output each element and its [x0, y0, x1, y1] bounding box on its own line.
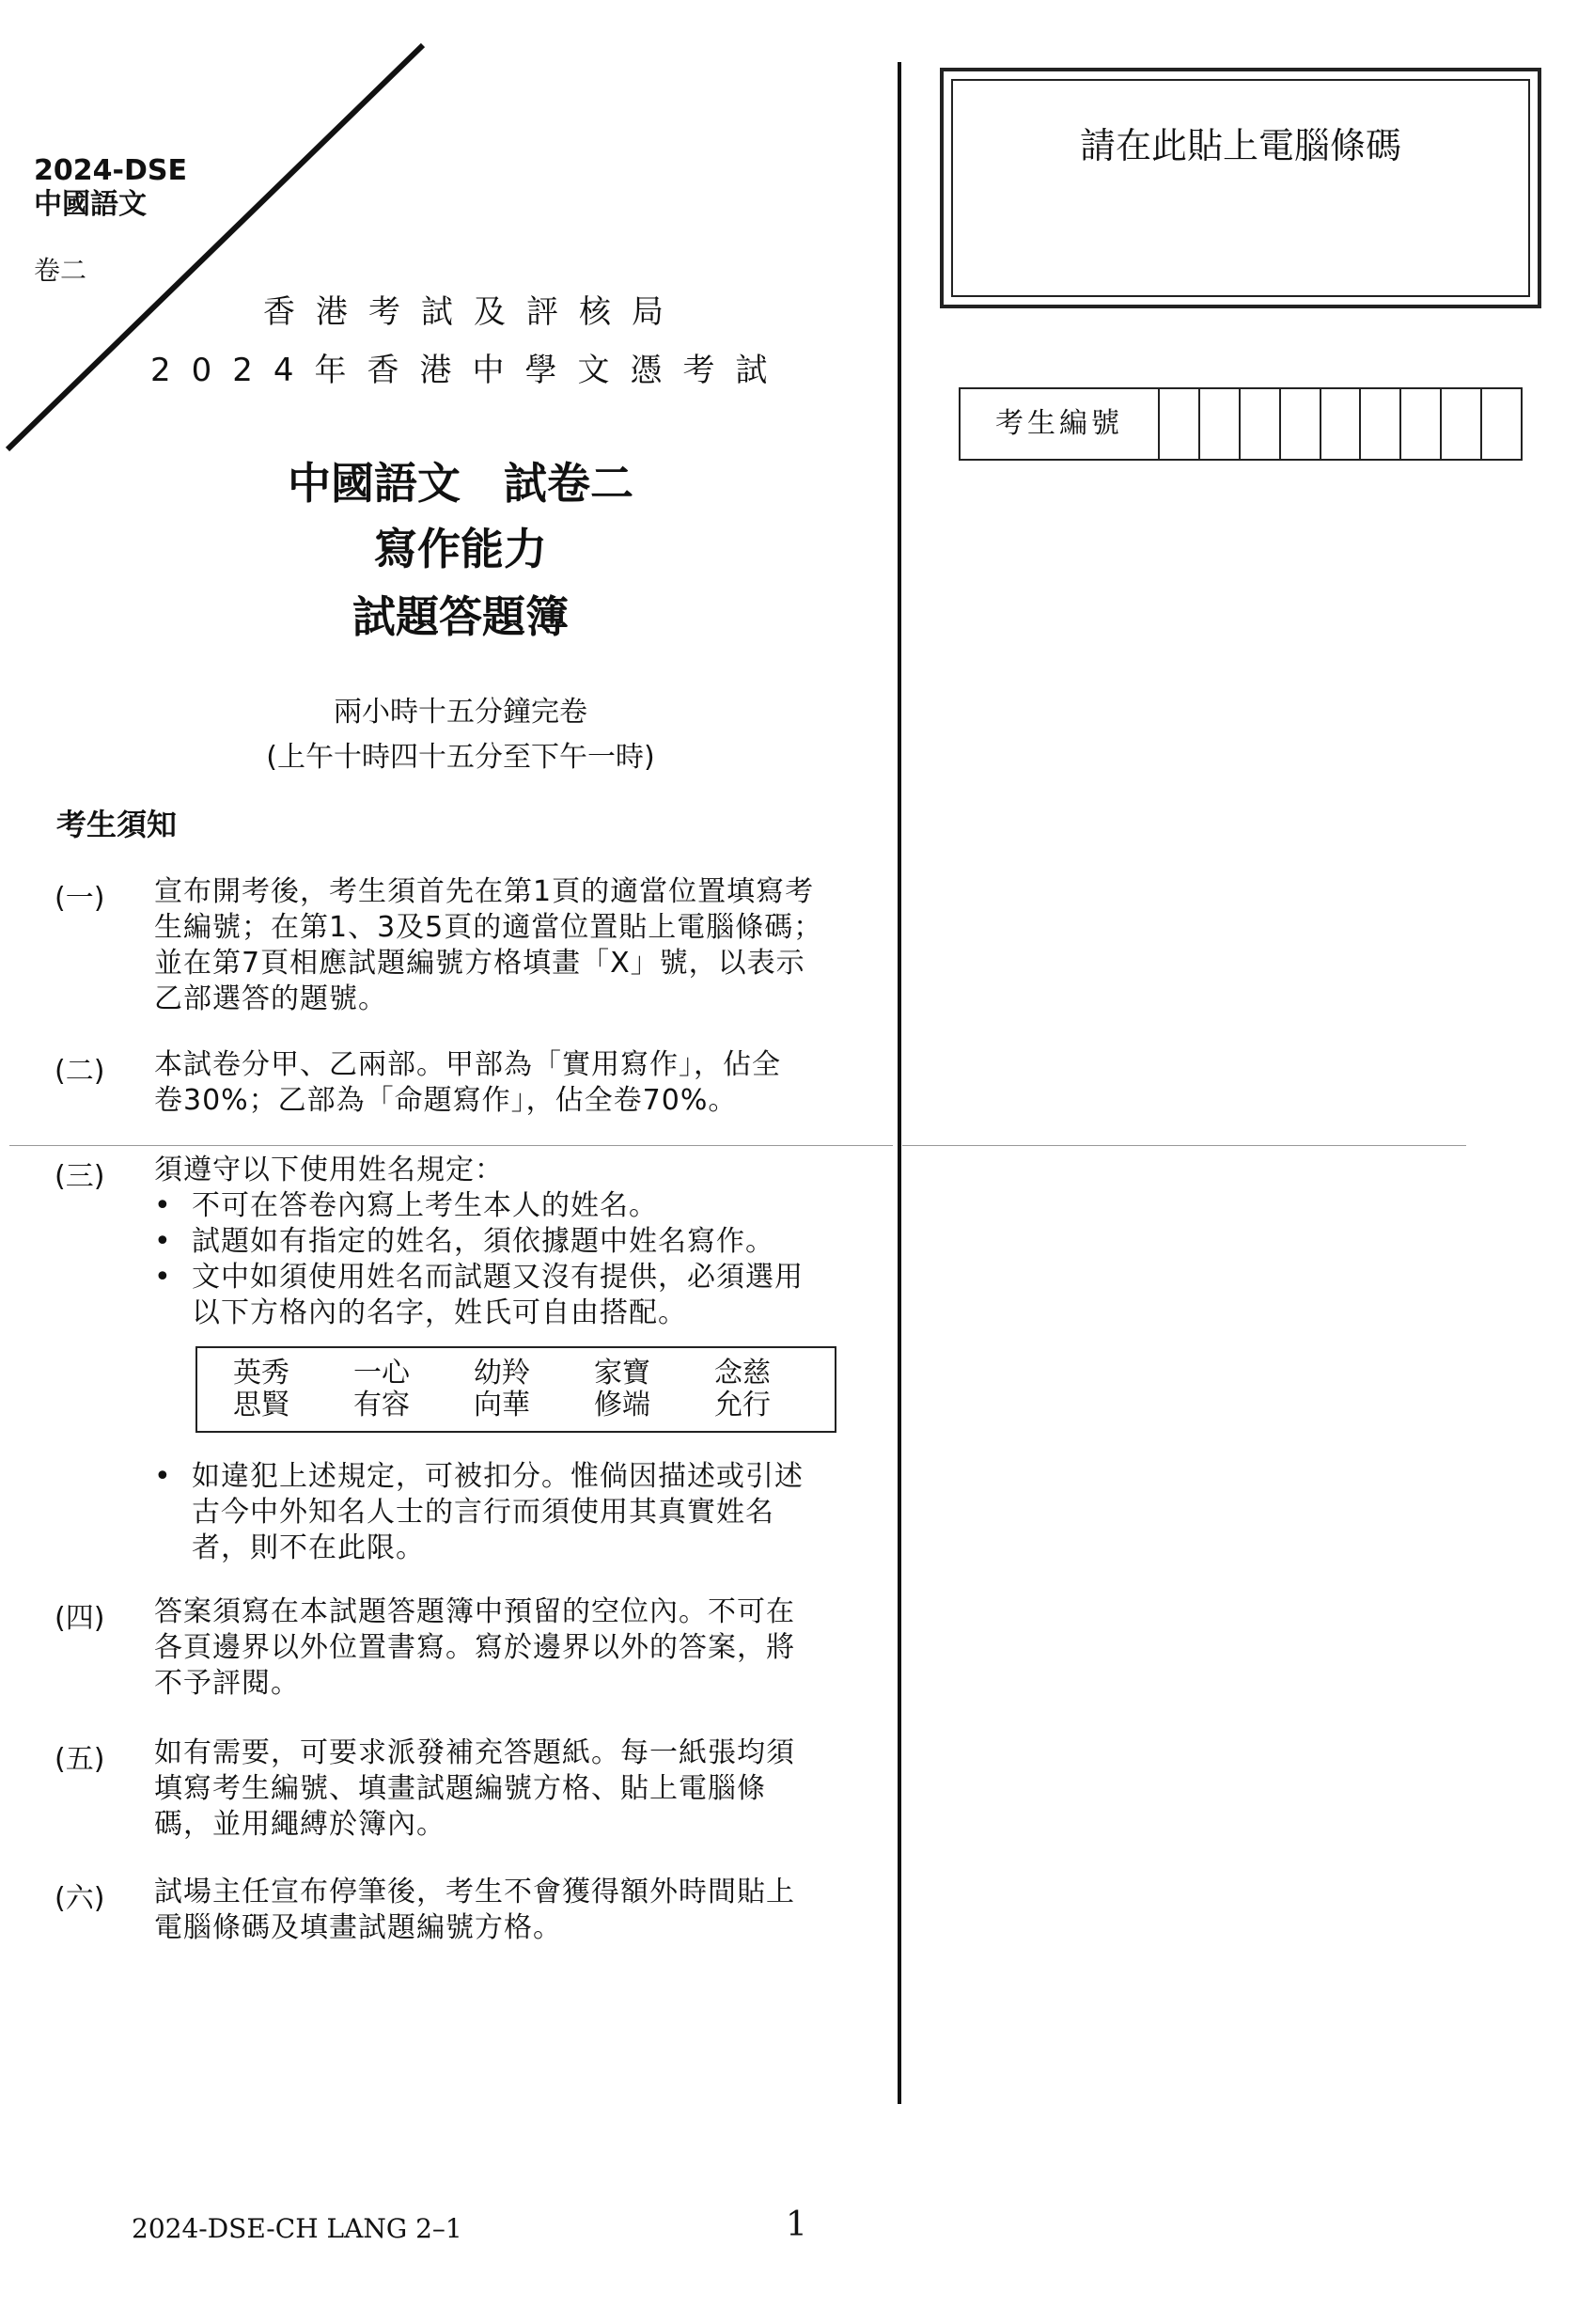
name-cell: 向華: [474, 1389, 530, 1421]
notice-line: 填寫考生編號、填畫試題編號方格、貼上電腦條: [154, 1772, 766, 1805]
notice-number: (一): [55, 882, 105, 915]
fold-line-left: [9, 1145, 893, 1146]
name-cell: 有容: [353, 1389, 410, 1421]
notice-line: 須遵守以下使用姓名規定：: [154, 1154, 504, 1186]
page-number: 1: [786, 2206, 807, 2244]
duration-time: (上午十時四十五分至下午一時): [266, 741, 655, 774]
candidate-number-cell[interactable]: [1281, 389, 1321, 459]
name-cell: 幼羚: [474, 1357, 530, 1390]
notice-number: (四): [55, 1602, 105, 1635]
notice-line: 答案須寫在本試題答題簿中預留的空位內。不可在: [154, 1595, 795, 1628]
bullet-item-continued: 者，則不在此限。: [192, 1531, 425, 1564]
corner-exam-year: 2024-DSE: [34, 154, 187, 187]
booklet-title: 試題答題簿: [352, 591, 569, 642]
notice-6-text: [154, 1875, 868, 1946]
notice-line: 電腦條碼及填畫試題編號方格。: [154, 1911, 562, 1944]
notice-line: 如有需要，可要求派發補充答題紙。每一紙張均須: [154, 1736, 795, 1769]
notice-2-text: [154, 1047, 868, 1119]
paper-title: 中國語文 試卷二: [288, 458, 633, 509]
candidate-number-label: 考生編號: [961, 389, 1160, 459]
names-row: [197, 1358, 835, 1390]
candidate-number-cell[interactable]: [1482, 389, 1521, 459]
notice-number: (六): [55, 1882, 105, 1915]
bullet-item: • 不可在答卷內寫上考生本人的姓名。: [154, 1189, 658, 1222]
notice-3-penalty: [154, 1459, 868, 1566]
margin-line: [898, 62, 901, 2104]
notice-line: 本試卷分甲、乙兩部。甲部為「實用寫作」，佔全: [154, 1048, 781, 1081]
corner-paper: 卷二: [34, 255, 87, 286]
notice-line: 不予評閱。: [154, 1667, 300, 1700]
candidate-number-cell[interactable]: [1442, 389, 1482, 459]
candidate-number-cell[interactable]: [1401, 389, 1442, 459]
barcode-sticker-area[interactable]: [940, 68, 1541, 308]
name-cell: 念慈: [714, 1357, 771, 1390]
notice-line: 試場主任宣布停筆後，考生不會獲得額外時間貼上: [154, 1876, 795, 1908]
bullet-item: • 試題如有指定的姓名，須依據題中姓名寫作。: [154, 1225, 774, 1258]
notice-4-text: [154, 1594, 868, 1702]
fold-line-right: [902, 1145, 1466, 1146]
notice-number: (三): [55, 1160, 105, 1193]
authority-name: 香港考試及評核局: [263, 293, 684, 331]
candidate-number-cell[interactable]: [1321, 389, 1362, 459]
notice-5-text: [154, 1735, 868, 1843]
name-cell: 英秀: [233, 1357, 289, 1390]
notice-line: 卷30%；乙部為「命題寫作」，佔全卷70%。: [154, 1084, 738, 1117]
notice-line: 碼，並用繩縛於簿內。: [154, 1808, 445, 1841]
notice-3-text: [154, 1153, 868, 1331]
name-cell: 允行: [714, 1389, 771, 1421]
barcode-inner-border: [951, 79, 1530, 297]
barcode-label: 請在此貼上電腦條碼: [1079, 125, 1401, 166]
bullet-item-continued: 古今中外知名人士的言行而須使用其真實姓名: [192, 1496, 774, 1529]
notice-line: 宣布開考後，考生須首先在第1頁的適當位置填寫考: [154, 875, 815, 908]
names-row: [197, 1390, 835, 1421]
notice-line: 生編號；在第1、3及5頁的適當位置貼上電腦條碼；: [154, 911, 823, 944]
bullet-item: • 如違犯上述規定，可被扣分。惟倘因描述或引述: [154, 1460, 804, 1493]
notice-line: 各頁邊界以外位置書寫。寫於邊界以外的答案，將: [154, 1631, 795, 1664]
candidate-number-field[interactable]: [959, 387, 1523, 461]
paper-code: 2024-DSE-CH LANG 2–1: [132, 2213, 462, 2244]
notice-number: (五): [55, 1743, 105, 1776]
paper-subtitle: 寫作能力: [374, 524, 547, 574]
instructions-heading: 考生須知: [56, 807, 178, 842]
exam-name: 2024年香港中學文憑考試: [150, 352, 789, 389]
bullet-item-continued: 以下方格內的名字，姓氏可自由搭配。: [192, 1296, 687, 1329]
corner-subject: 中國語文: [34, 188, 147, 221]
candidate-number-cell[interactable]: [1200, 389, 1241, 459]
name-cell: 一心: [353, 1357, 410, 1390]
allowed-names-box: [195, 1346, 836, 1433]
bullet-item: • 文中如須使用姓名而試題又沒有提供，必須選用: [154, 1261, 804, 1294]
name-cell: 思賢: [233, 1389, 289, 1421]
notice-line: 並在第7頁相應試題編號方格填畫「X」號，以表示: [154, 947, 805, 980]
candidate-number-cell[interactable]: [1160, 389, 1200, 459]
duration-text: 兩小時十五分鐘完卷: [334, 696, 587, 729]
name-cell: 家寶: [594, 1357, 650, 1390]
candidate-number-cell[interactable]: [1361, 389, 1401, 459]
notice-1-text: [154, 874, 868, 1017]
name-cell: 修端: [594, 1389, 650, 1421]
corner-diagonal-line: [0, 0, 432, 470]
candidate-number-cell[interactable]: [1241, 389, 1281, 459]
notice-number: (二): [55, 1055, 105, 1088]
notice-line: 乙部選答的題號。: [154, 982, 387, 1015]
